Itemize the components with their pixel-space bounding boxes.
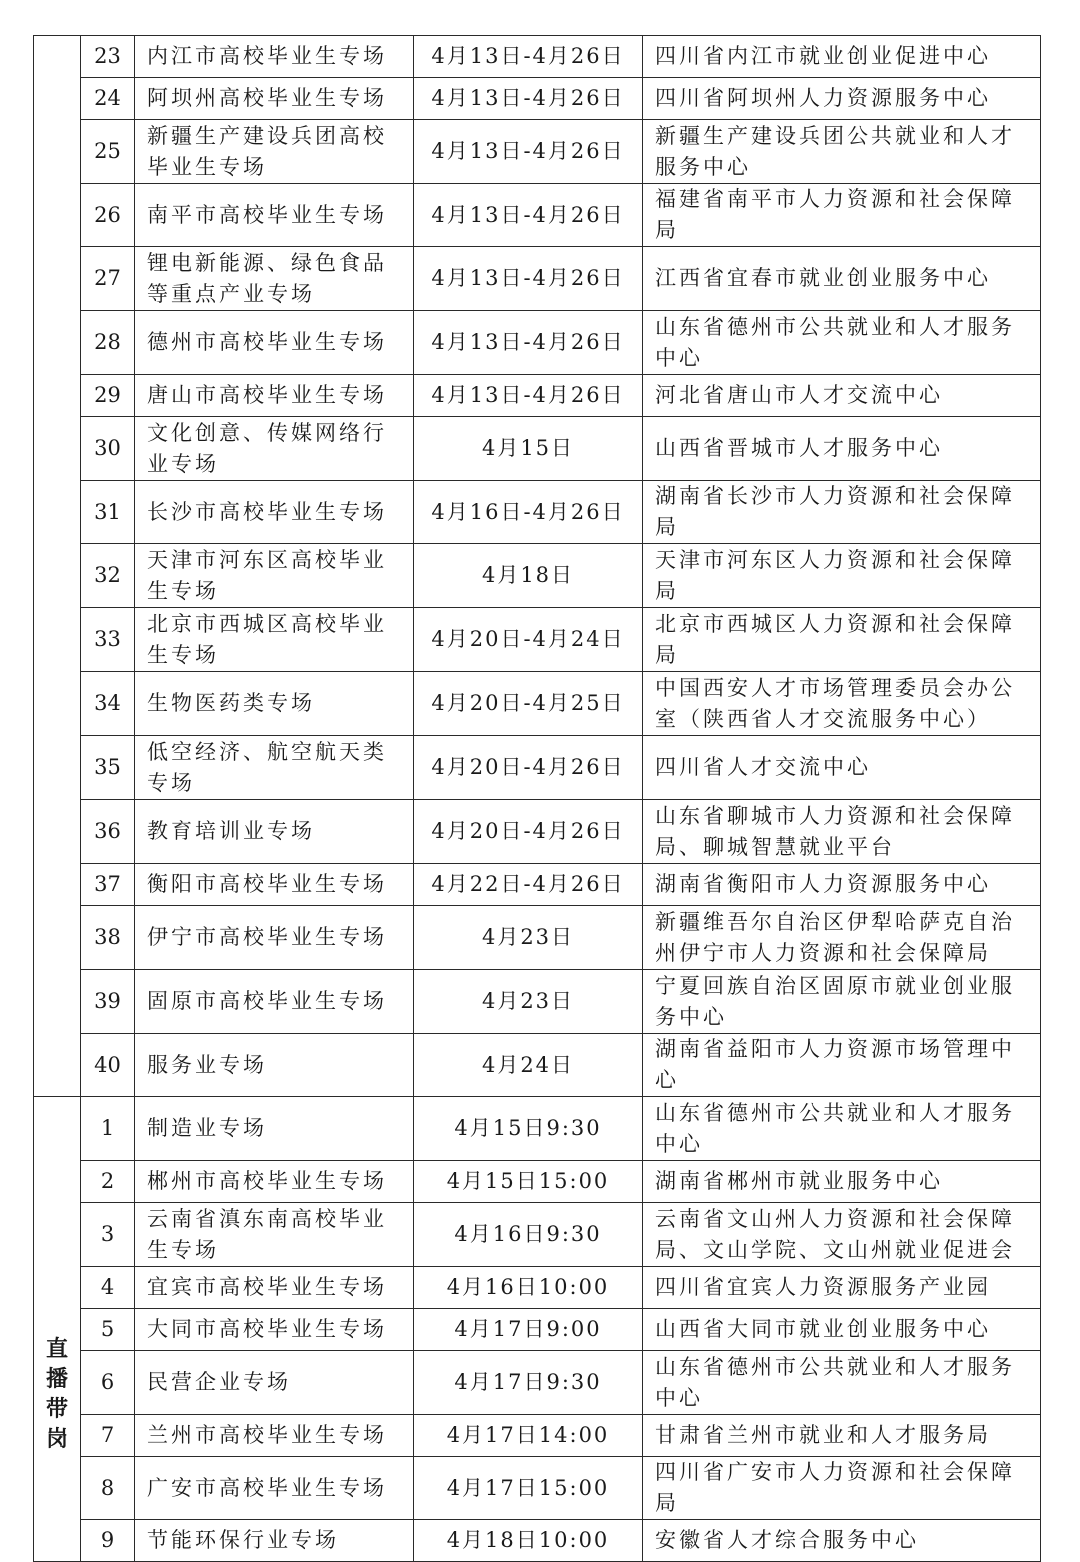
- row-number: 32: [81, 544, 135, 608]
- table-row: [34, 906, 1041, 970]
- organizer: 湖南省衡阳市人力资源服务中心: [643, 864, 1041, 906]
- session-name: 郴州市高校毕业生专场: [135, 1161, 414, 1203]
- session-name: 服务业专场: [135, 1034, 414, 1097]
- table-row: [34, 120, 1041, 184]
- row-number: 37: [81, 864, 135, 906]
- table-row: [34, 375, 1041, 417]
- table-row: [34, 1415, 1041, 1457]
- organizer: 甘肃省兰州市就业和人才服务局: [643, 1415, 1041, 1457]
- table-row: [34, 1034, 1041, 1097]
- session-date: 4月13日-4月26日: [414, 247, 643, 311]
- row-number: 39: [81, 970, 135, 1034]
- row-number: 38: [81, 906, 135, 970]
- table-row: [34, 184, 1041, 247]
- table-row: [34, 78, 1041, 120]
- organizer: 安徽省人才综合服务中心: [643, 1520, 1041, 1562]
- session-date: 4月20日-4月26日: [414, 736, 643, 800]
- table-row: [34, 1351, 1041, 1415]
- session-date: 4月16日10:00: [414, 1267, 643, 1309]
- table-row: [34, 1309, 1041, 1351]
- session-date: 4月17日9:30: [414, 1351, 643, 1415]
- session-name: 制造业专场: [135, 1097, 414, 1161]
- session-date: 4月20日-4月26日: [414, 800, 643, 864]
- job-fair-table: [33, 35, 1041, 1562]
- session-name: 伊宁市高校毕业生专场: [135, 906, 414, 970]
- session-date: 4月18日10:00: [414, 1520, 643, 1562]
- row-number: 6: [81, 1351, 135, 1415]
- session-date: 4月18日: [414, 544, 643, 608]
- session-date: 4月15日: [414, 417, 643, 481]
- table-row: [34, 481, 1041, 544]
- organizer: 湖南省郴州市就业服务中心: [643, 1161, 1041, 1203]
- row-number: 2: [81, 1161, 135, 1203]
- session-name: 生物医药类专场: [135, 672, 414, 736]
- session-date: 4月15日15:00: [414, 1161, 643, 1203]
- row-number: 34: [81, 672, 135, 736]
- organizer: 北京市西城区人力资源和社会保障局: [643, 608, 1041, 672]
- table-row: [34, 672, 1041, 736]
- organizer: 四川省广安市人力资源和社会保障局: [643, 1457, 1041, 1520]
- session-name: 南平市高校毕业生专场: [135, 184, 414, 247]
- session-date: 4月13日-4月26日: [414, 36, 643, 78]
- session-date: 4月16日-4月26日: [414, 481, 643, 544]
- session-date: 4月23日: [414, 906, 643, 970]
- session-name: 天津市河东区高校毕业生专场: [135, 544, 414, 608]
- row-number: 8: [81, 1457, 135, 1520]
- session-date: 4月17日14:00: [414, 1415, 643, 1457]
- organizer: 中国西安人才市场管理委员会办公室（陕西省人才交流服务中心）: [643, 672, 1041, 736]
- organizer: 新疆生产建设兵团公共就业和人才服务中心: [643, 120, 1041, 184]
- row-number: 31: [81, 481, 135, 544]
- row-number: 9: [81, 1520, 135, 1562]
- organizer: 山西省晋城市人才服务中心: [643, 417, 1041, 481]
- session-name: 教育培训业专场: [135, 800, 414, 864]
- session-date: 4月20日-4月25日: [414, 672, 643, 736]
- organizer: 四川省人才交流中心: [643, 736, 1041, 800]
- organizer: 山东省德州市公共就业和人才服务中心: [643, 1097, 1041, 1161]
- table-row: [34, 544, 1041, 608]
- organizer: 江西省宜春市就业创业服务中心: [643, 247, 1041, 311]
- organizer: 山东省德州市公共就业和人才服务中心: [643, 1351, 1041, 1415]
- row-number: 1: [81, 1097, 135, 1161]
- row-number: 3: [81, 1203, 135, 1267]
- session-name: 宜宾市高校毕业生专场: [135, 1267, 414, 1309]
- organizer: 云南省文山州人力资源和社会保障局、文山学院、文山州就业促进会: [643, 1203, 1041, 1267]
- session-name: 德州市高校毕业生专场: [135, 311, 414, 375]
- session-name: 衡阳市高校毕业生专场: [135, 864, 414, 906]
- row-number: 30: [81, 417, 135, 481]
- table-row: [34, 1457, 1041, 1520]
- table-row: [34, 970, 1041, 1034]
- session-name: 锂电新能源、绿色食品等重点产业专场: [135, 247, 414, 311]
- table-row: [34, 36, 1041, 78]
- organizer: 山东省聊城市人力资源和社会保障局、聊城智慧就业平台: [643, 800, 1041, 864]
- table-row: [34, 736, 1041, 800]
- row-number: 24: [81, 78, 135, 120]
- session-name: 固原市高校毕业生专场: [135, 970, 414, 1034]
- category-cell: [34, 36, 81, 1097]
- session-date: 4月13日-4月26日: [414, 120, 643, 184]
- row-number: 28: [81, 311, 135, 375]
- organizer: 新疆维吾尔自治区伊犁哈萨克自治州伊宁市人力资源和社会保障局: [643, 906, 1041, 970]
- session-name: 北京市西城区高校毕业生专场: [135, 608, 414, 672]
- organizer: 湖南省益阳市人力资源市场管理中心: [643, 1034, 1041, 1097]
- organizer: 天津市河东区人力资源和社会保障局: [643, 544, 1041, 608]
- row-number: 36: [81, 800, 135, 864]
- table-row: [34, 1203, 1041, 1267]
- row-number: 40: [81, 1034, 135, 1097]
- session-name: 文化创意、传媒网络行业专场: [135, 417, 414, 481]
- session-date: 4月13日-4月26日: [414, 184, 643, 247]
- session-name: 低空经济、航空航天类专场: [135, 736, 414, 800]
- session-date: 4月17日15:00: [414, 1457, 643, 1520]
- session-name: 民营企业专场: [135, 1351, 414, 1415]
- organizer: 山西省大同市就业创业服务中心: [643, 1309, 1041, 1351]
- session-name: 内江市高校毕业生专场: [135, 36, 414, 78]
- table-row: [34, 1161, 1041, 1203]
- session-date: 4月16日9:30: [414, 1203, 643, 1267]
- session-date: 4月13日-4月26日: [414, 78, 643, 120]
- row-number: 26: [81, 184, 135, 247]
- table-row: [34, 247, 1041, 311]
- table-row: [34, 311, 1041, 375]
- table-row: [34, 608, 1041, 672]
- organizer: 四川省宜宾人力资源服务产业园: [643, 1267, 1041, 1309]
- row-number: 25: [81, 120, 135, 184]
- table-body: [34, 36, 1041, 1562]
- organizer: 宁夏回族自治区固原市就业创业服务中心: [643, 970, 1041, 1034]
- table-row: [34, 800, 1041, 864]
- organizer: 山东省德州市公共就业和人才服务中心: [643, 311, 1041, 375]
- category-label: 直播带岗: [45, 1336, 68, 1452]
- row-number: 7: [81, 1415, 135, 1457]
- session-date: 4月22日-4月26日: [414, 864, 643, 906]
- session-date: 4月13日-4月26日: [414, 375, 643, 417]
- table-row: [34, 864, 1041, 906]
- session-name: 广安市高校毕业生专场: [135, 1457, 414, 1520]
- session-name: 兰州市高校毕业生专场: [135, 1415, 414, 1457]
- session-date: 4月13日-4月26日: [414, 311, 643, 375]
- organizer: 福建省南平市人力资源和社会保障局: [643, 184, 1041, 247]
- table-row: [34, 1520, 1041, 1562]
- session-name: 阿坝州高校毕业生专场: [135, 78, 414, 120]
- row-number: 35: [81, 736, 135, 800]
- table-row: [34, 1097, 1041, 1161]
- session-name: 大同市高校毕业生专场: [135, 1309, 414, 1351]
- row-number: 4: [81, 1267, 135, 1309]
- organizer: 四川省阿坝州人力资源服务中心: [643, 78, 1041, 120]
- session-name: 唐山市高校毕业生专场: [135, 375, 414, 417]
- session-date: 4月23日: [414, 970, 643, 1034]
- row-number: 27: [81, 247, 135, 311]
- session-name: 节能环保行业专场: [135, 1520, 414, 1562]
- row-number: 23: [81, 36, 135, 78]
- table-row: [34, 417, 1041, 481]
- session-name: 新疆生产建设兵团高校毕业生专场: [135, 120, 414, 184]
- row-number: 5: [81, 1309, 135, 1351]
- organizer: 河北省唐山市人才交流中心: [643, 375, 1041, 417]
- session-name: 长沙市高校毕业生专场: [135, 481, 414, 544]
- session-name: 云南省滇东南高校毕业生专场: [135, 1203, 414, 1267]
- row-number: 33: [81, 608, 135, 672]
- session-date: 4月24日: [414, 1034, 643, 1097]
- table-row: [34, 1267, 1041, 1309]
- session-date: 4月15日9:30: [414, 1097, 643, 1161]
- session-date: 4月17日9:00: [414, 1309, 643, 1351]
- organizer: 湖南省长沙市人力资源和社会保障局: [643, 481, 1041, 544]
- organizer: 四川省内江市就业创业促进中心: [643, 36, 1041, 78]
- category-cell: [34, 1097, 81, 1562]
- row-number: 29: [81, 375, 135, 417]
- session-date: 4月20日-4月24日: [414, 608, 643, 672]
